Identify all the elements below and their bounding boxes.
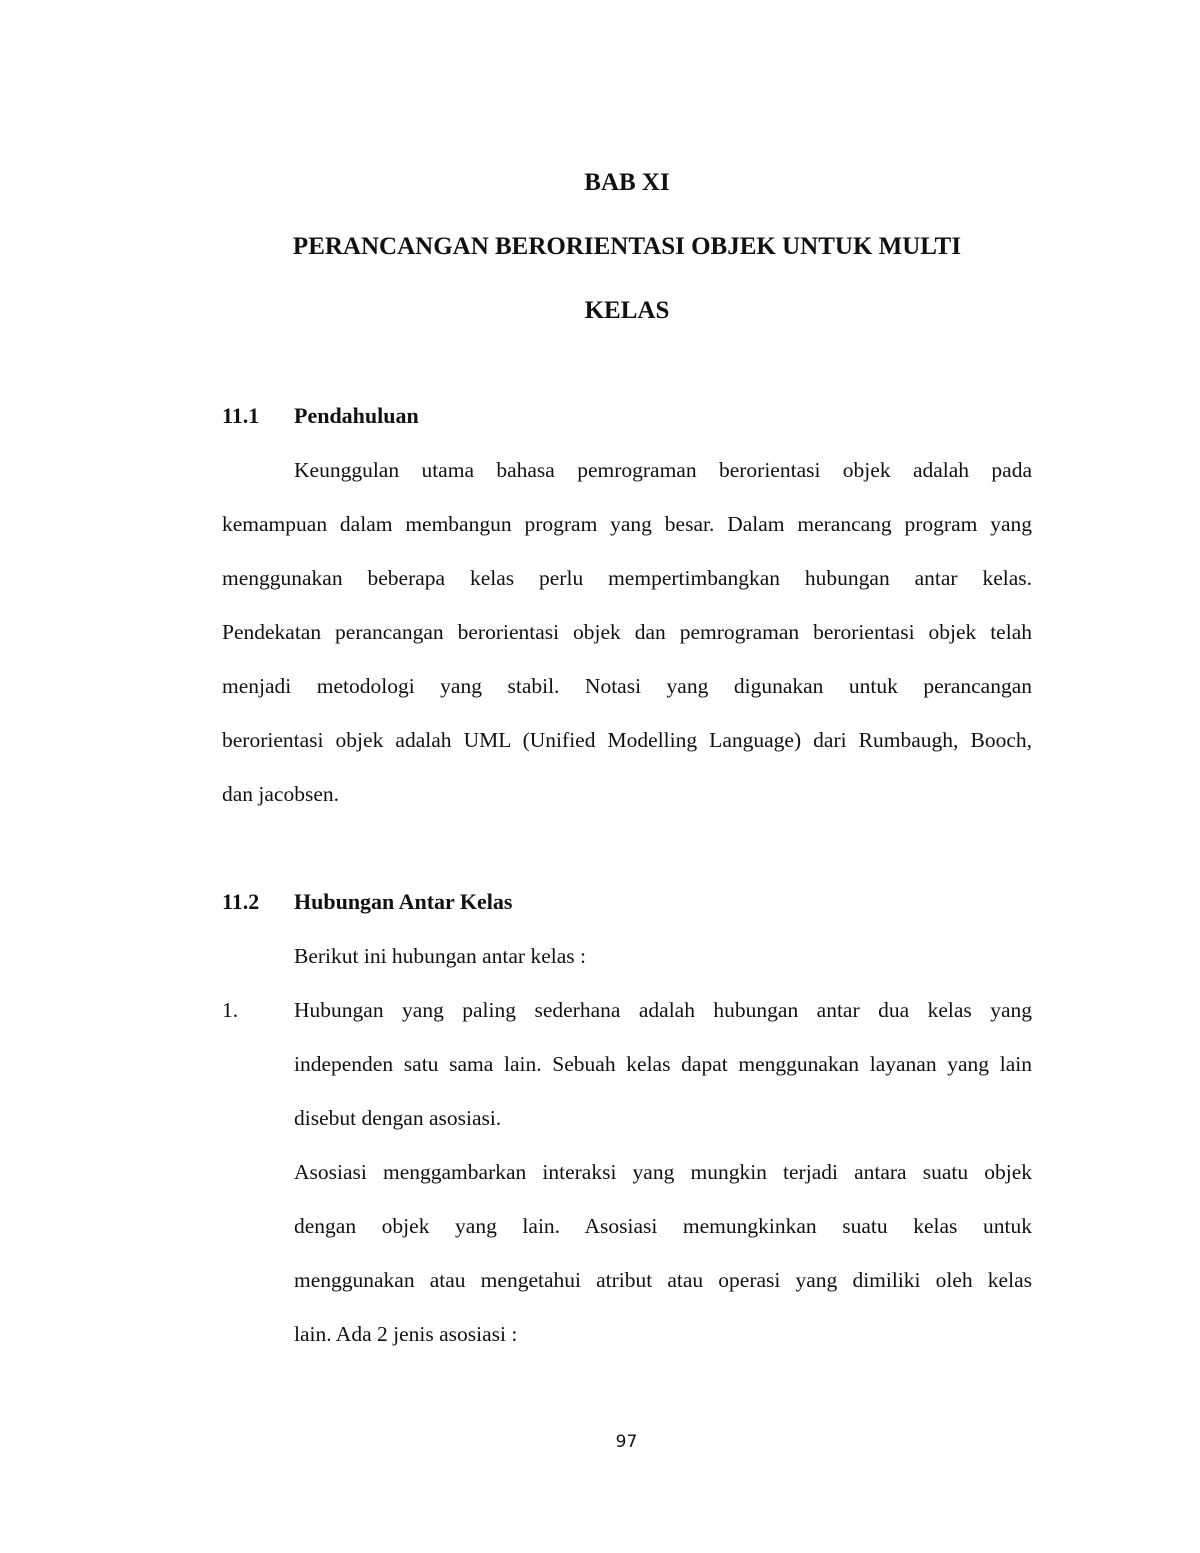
chapter-label: BAB XI — [584, 169, 670, 196]
paragraph-line: Keunggulan utama bahasa pemrograman berorientasi objek adalah pada — [294, 458, 1032, 482]
chapter-title-line-2: KELAS — [584, 297, 670, 324]
list-item-line: dengan objek yang lain. Asosiasi memungkinkan suatu kelas untuk — [294, 1214, 1032, 1238]
paragraph-line: menggunakan beberapa kelas perlu mempertimbangkan hubungan antar kelas. — [222, 566, 1032, 590]
list-item-line: lain. Ada 2 jenis asosiasi : — [294, 1322, 518, 1346]
page-number: 97 — [615, 1432, 638, 1452]
paragraph-line: Pendekatan perancangan berorientasi objek dan pemrograman berorientasi objek telah — [222, 620, 1032, 644]
section-title: Hubungan Antar Kelas — [294, 889, 513, 914]
section-1-1-paragraph — [222, 443, 1032, 821]
section-title: Pendahuluan — [294, 403, 419, 428]
list-item-line: independen satu sama lain. Sebuah kelas dapat menggunakan layanan yang lain — [294, 1052, 1032, 1076]
section-2-intro — [294, 929, 1032, 983]
section-heading-1-2 — [222, 888, 512, 916]
section-heading-1-1 — [222, 402, 419, 430]
list-item-1-text — [294, 983, 1032, 1361]
paragraph-line: dan jacobsen. — [222, 782, 340, 806]
paragraph-line: kemampuan dalam membangun program yang besar. Dalam merancang program yang — [222, 512, 1032, 536]
list-item-number: 1. — [222, 998, 239, 1022]
list-item-line: Asosiasi menggambarkan interaksi yang mungkin terjadi antara suatu objek — [294, 1160, 1032, 1184]
section-number: 11.2 — [222, 889, 260, 914]
section-number: 11.1 — [222, 403, 260, 428]
list-item-line: Hubungan yang paling sederhana adalah hubungan antar dua kelas yang — [294, 998, 1032, 1022]
paragraph-line: berorientasi objek adalah UML (Unified Modelling Language) dari Rumbaugh, Booch, — [222, 728, 1032, 752]
intro-line: Berikut ini hubungan antar kelas : — [294, 944, 586, 968]
paragraph-line: menjadi metodologi yang stabil. Notasi yang digunakan untuk perancangan — [222, 674, 1032, 698]
list-item-line: menggunakan atau mengetahui atribut atau operasi yang dimiliki oleh kelas — [294, 1268, 1032, 1292]
list-item-line: disebut dengan asosiasi. — [294, 1106, 502, 1130]
chapter-title-line-1: PERANCANGAN BERORIENTASI OBJEK UNTUK MULTI — [292, 233, 962, 260]
